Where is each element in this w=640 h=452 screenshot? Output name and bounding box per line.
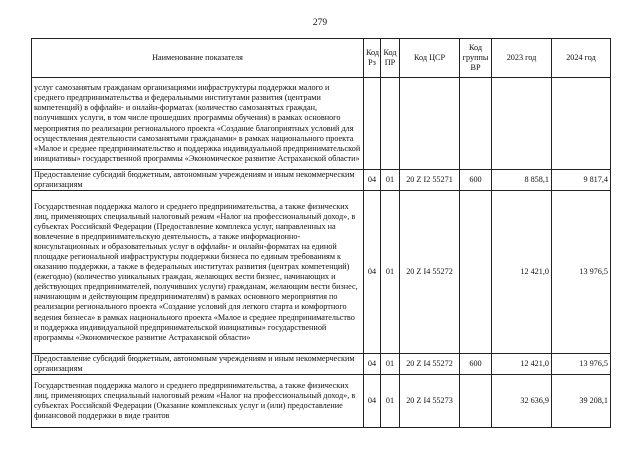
cell-2024: 39 208,1 — [552, 375, 611, 428]
header-name: Наименование показателя — [32, 39, 364, 78]
cell-name: Государственная поддержка малого и среднего предпринимательства, а также физических лиц, применяющих специальный налоговый режим «Налог на профессиональный доход», в субъектах Российской Федерации (Оказание комплексных услуг и (или) предоставление финансовой поддержки в виде грантов — [32, 375, 364, 428]
budget-table — [31, 38, 611, 428]
cell-rz: 04 — [364, 170, 381, 191]
table-row — [32, 354, 611, 375]
cell-name: услуг самозанятым гражданам организациями инфраструктуры поддержки малого и среднего предпринимательства и федеральными институтами развития (центрами компетенций) в оффлайн- и онлайн-форматах (количество самозанятых граждан, получивших услуги, в том числе прошедших программы обучения) в рамках основного мероприятия по реализации регионального проекта «Создание благоприятных условий для осуществления деятельности самозанятыми гражданами» в рамках национального проекта «Малое и среднее предпринимательство и поддержка индивидуальной предпринимательской инициативы» государственной программы «Экономическое развитие Астраханской области» — [32, 78, 364, 170]
table-header-row — [32, 39, 611, 78]
table-row — [32, 170, 611, 191]
table-row — [32, 191, 611, 354]
header-vr: Код группы ВР — [460, 39, 492, 78]
table-row — [32, 375, 611, 428]
cell-rz: 04 — [364, 375, 381, 428]
cell-vr — [460, 191, 492, 354]
table-row — [32, 78, 611, 170]
cell-vr — [460, 78, 492, 170]
cell-pr: 01 — [381, 375, 400, 428]
cell-2024: 9 817,4 — [552, 170, 611, 191]
cell-vr — [460, 375, 492, 428]
cell-2023 — [492, 78, 552, 170]
cell-2024: 13 976,5 — [552, 191, 611, 354]
cell-2023: 8 858,1 — [492, 170, 552, 191]
cell-rz — [364, 78, 381, 170]
cell-pr: 01 — [381, 354, 400, 375]
cell-pr: 01 — [381, 170, 400, 191]
cell-pr — [381, 78, 400, 170]
cell-name: Предоставление субсидий бюджетным, автономным учреждениям и иным некоммерческим организациям — [32, 354, 364, 375]
page-number: 279 — [312, 18, 328, 28]
cell-rz: 04 — [364, 354, 381, 375]
cell-pr: 01 — [381, 191, 400, 354]
cell-csr: 20 Z I4 55273 — [400, 375, 460, 428]
cell-vr: 600 — [460, 170, 492, 191]
cell-csr: 20 Z I4 55272 — [400, 191, 460, 354]
cell-2024: 13 976,5 — [552, 354, 611, 375]
cell-2023: 12 421,0 — [492, 191, 552, 354]
header-2024: 2024 год — [552, 39, 611, 78]
header-rz: Код Рз — [364, 39, 381, 78]
cell-csr: 20 Z I2 55271 — [400, 170, 460, 191]
cell-2024 — [552, 78, 611, 170]
cell-name: Государственная поддержка малого и среднего предпринимательства, а также физических лиц, применяющих специальный налоговый режим «Налог на профессиональный доход», в субъектах Российской Федерации (Предоставление комплекса услуг, направленных на вовлечение в предпринимательскую деятельность, а также информационно-консультационных и образовательных услуг в оффлайн- и онлайн-форматах на единой площадке региональной инфраструктуры поддержки бизнеса по единым требованиям к оказанию поддержки, а также в федеральных институтах развития (центрах компетенций) (ежегодно) (количество уникальных граждан, желающих вести бизнес, начинающих и действующих предпринимателей, получивших услуги) гражданам, желающим вести бизнес, начинающим и действующим предпринимателям) в рамках основного мероприятия по реализации регионального проекта «Создание условий для легкого старта и комфортного ведения бизнеса» в рамках национального проекта «Малое и среднее предпринимательство и поддержка индивидуальной предпринимательской инициативы» государственной программы «Экономическое развитие Астраханской области» — [32, 191, 364, 354]
header-2023: 2023 год — [492, 39, 552, 78]
cell-name: Предоставление субсидий бюджетным, автономным учреждениям и иным некоммерческим организациям — [32, 170, 364, 191]
header-csr: Код ЦСР — [400, 39, 460, 78]
cell-vr: 600 — [460, 354, 492, 375]
cell-2023: 32 636,9 — [492, 375, 552, 428]
header-pr: Код ПР — [381, 39, 400, 78]
cell-rz: 04 — [364, 191, 381, 354]
cell-csr — [400, 78, 460, 170]
cell-csr: 20 Z I4 55272 — [400, 354, 460, 375]
cell-2023: 12 421,0 — [492, 354, 552, 375]
